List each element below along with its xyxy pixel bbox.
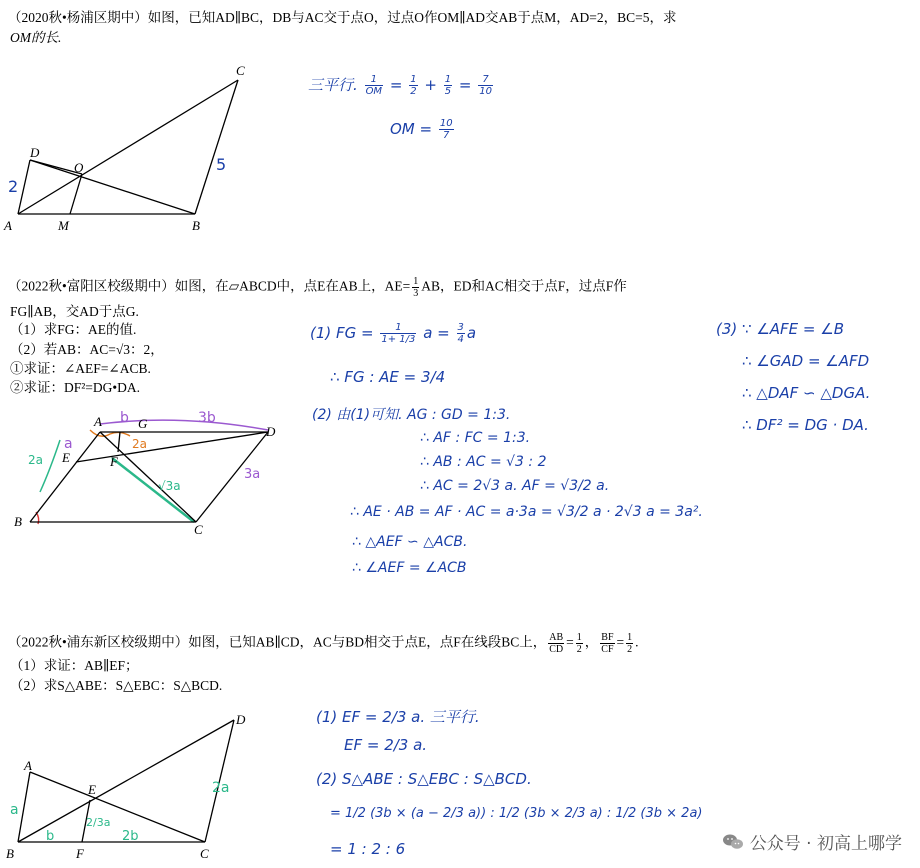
p3-hand-h4: = 1/2 (3b × (a − 2/3 a)) : 1/2 (3b × 2/3 a) : 1/2 (3b × 2a) — [330, 806, 703, 821]
label-B: B — [192, 218, 200, 233]
label-F3: F — [76, 846, 84, 861]
label-A3: A — [24, 758, 32, 773]
p2-hand-r4: ∴ DF² = DG · DA. — [742, 416, 869, 434]
label-A2: A — [94, 414, 102, 429]
p2-hand-s6: ∴ AC = 2√3 a. AF = √3/2 a. — [420, 478, 610, 494]
p2-hand-s1: (1) FG = $\frac{1}{1+ 1/3}$ a = $\frac{3}{4}$ a — [310, 322, 477, 345]
watermark-text: 公众号 · 初高上哪学 — [749, 834, 902, 854]
p2-hand-r1: (3) ∵ ∠AFE = ∠B — [716, 320, 844, 338]
p2-hand-s3: (2) 由(1)可知. AG : GD = 1:3. — [312, 407, 511, 423]
p3-hand-h3: (2) S△ABE : S△EBC : S△BCD. — [316, 770, 532, 788]
p3-hand-h1: (1) EF = 2/3 a. 三平行. — [316, 708, 480, 726]
p2-hand-s8: ∴ △AEF ∽ △ACB. — [352, 534, 468, 550]
p3-hand-h2: EF = 2/3 a. — [344, 736, 428, 754]
p2-hand-s4: ∴ AF : FC = 1:3. — [420, 430, 531, 446]
problem3-figure — [0, 706, 280, 866]
hand3-2a: 2a — [212, 780, 230, 796]
watermark — [722, 829, 902, 854]
label-C: C — [236, 63, 245, 78]
hand3-ef: 2/3a — [86, 816, 111, 829]
problem3-q1: （1）求证：AB∥EF； — [10, 658, 139, 673]
hand-2a: 2a — [28, 453, 43, 467]
label-D3: D — [236, 712, 246, 727]
problem3-q2: （2）求S△ABE：S△EBC：S△BCD. — [10, 678, 223, 693]
hand-b: b — [120, 410, 129, 426]
problem2-q1: （1）求FG：AE的值. — [10, 322, 137, 337]
hand-side-bc: 5 — [216, 155, 227, 174]
label-A: A — [4, 218, 12, 233]
label-D: D — [30, 145, 40, 160]
hand3-2b: 2b — [122, 829, 139, 844]
p2-hand-s9: ∴ ∠AEF = ∠ACB — [352, 560, 467, 576]
problem2-line2: FG∥AB，交AD于点G. — [10, 304, 139, 319]
hand-3b: 3b — [198, 410, 216, 426]
label-E3: E — [88, 782, 96, 797]
hand-3a: 3a — [244, 467, 261, 482]
hand-side-ad: 2 — [8, 177, 19, 196]
label-C3: C — [200, 846, 209, 861]
problem1-line2: OM的长. — [10, 30, 62, 45]
label-B3: B — [6, 846, 14, 861]
p1-hand-line1: 三平行. $\frac{1}{OM}$ = $\frac{1}{2}$ + $\frac{1}{5}$ = $\frac{7}{10}$ — [308, 74, 492, 97]
problem2-q2: （2）若AB：AC=√3：2， — [10, 342, 164, 357]
p3-hand-h5: = 1 : 2 : 6 — [330, 840, 406, 858]
label-D2: D — [266, 424, 276, 439]
label-M: M — [58, 218, 69, 233]
hand3-b: b — [46, 829, 55, 844]
problem2-q2a: ①求证：∠AEF=∠ACB. — [10, 361, 151, 376]
problem2-figure — [0, 400, 300, 540]
hand-2a-mid: 2a — [132, 437, 147, 451]
hand-hook: √3a — [158, 479, 181, 493]
wechat-icon — [722, 833, 744, 851]
p2-hand-s2: ∴ FG : AE = 3/4 — [330, 368, 446, 386]
hand-a: a — [64, 436, 73, 452]
problem1-figure — [0, 60, 280, 240]
label-F2: F — [110, 454, 118, 469]
p2-hand-s7: ∴ AE · AB = AF · AC = a·3a = √3/2 a · 2√3 a = 3a². — [350, 504, 703, 520]
problem2-line1: （2022秋•富阳区校级期中）如图，在▱ABCD中，点E在AB上，AE= $\frac{1}{3}$ AB，ED和AC相交于点F，过点F作 — [8, 276, 627, 299]
label-O: O — [74, 160, 84, 175]
hand3-a: a — [10, 802, 19, 818]
label-G2: G — [138, 416, 148, 431]
problem3-line1: （2022秋•浦东新区校级期中）如图，已知AB∥CD，AC与BD相交于点E，点F在线段BC上， $\frac{AB}{CD}$ = $\frac{1}{2}$ ， $\frac{BF}{CF}$ = $\frac{1}{2}$ . — [8, 632, 639, 655]
problem1-line1: （2020秋•杨浦区期中）如图，已知AD∥BC，DB与AC交于点O，过点O作OM∥AD交AB于点M，AD=2，BC=5，求 — [8, 10, 677, 25]
p1-hand-line2: OM = $\frac{10}{7}$ — [390, 118, 453, 141]
p2-hand-s5: ∴ AB : AC = √3 : 2 — [420, 454, 547, 470]
label-E2: E — [62, 450, 70, 465]
label-C2: C — [194, 522, 203, 537]
p2-hand-r3: ∴ △DAF ∽ △DGA. — [742, 384, 871, 402]
problem2-q2b: ②求证：DF²=DG•DA. — [10, 380, 141, 395]
label-B2: B — [14, 514, 22, 529]
p2-hand-r2: ∴ ∠GAD = ∠AFD — [742, 352, 870, 370]
